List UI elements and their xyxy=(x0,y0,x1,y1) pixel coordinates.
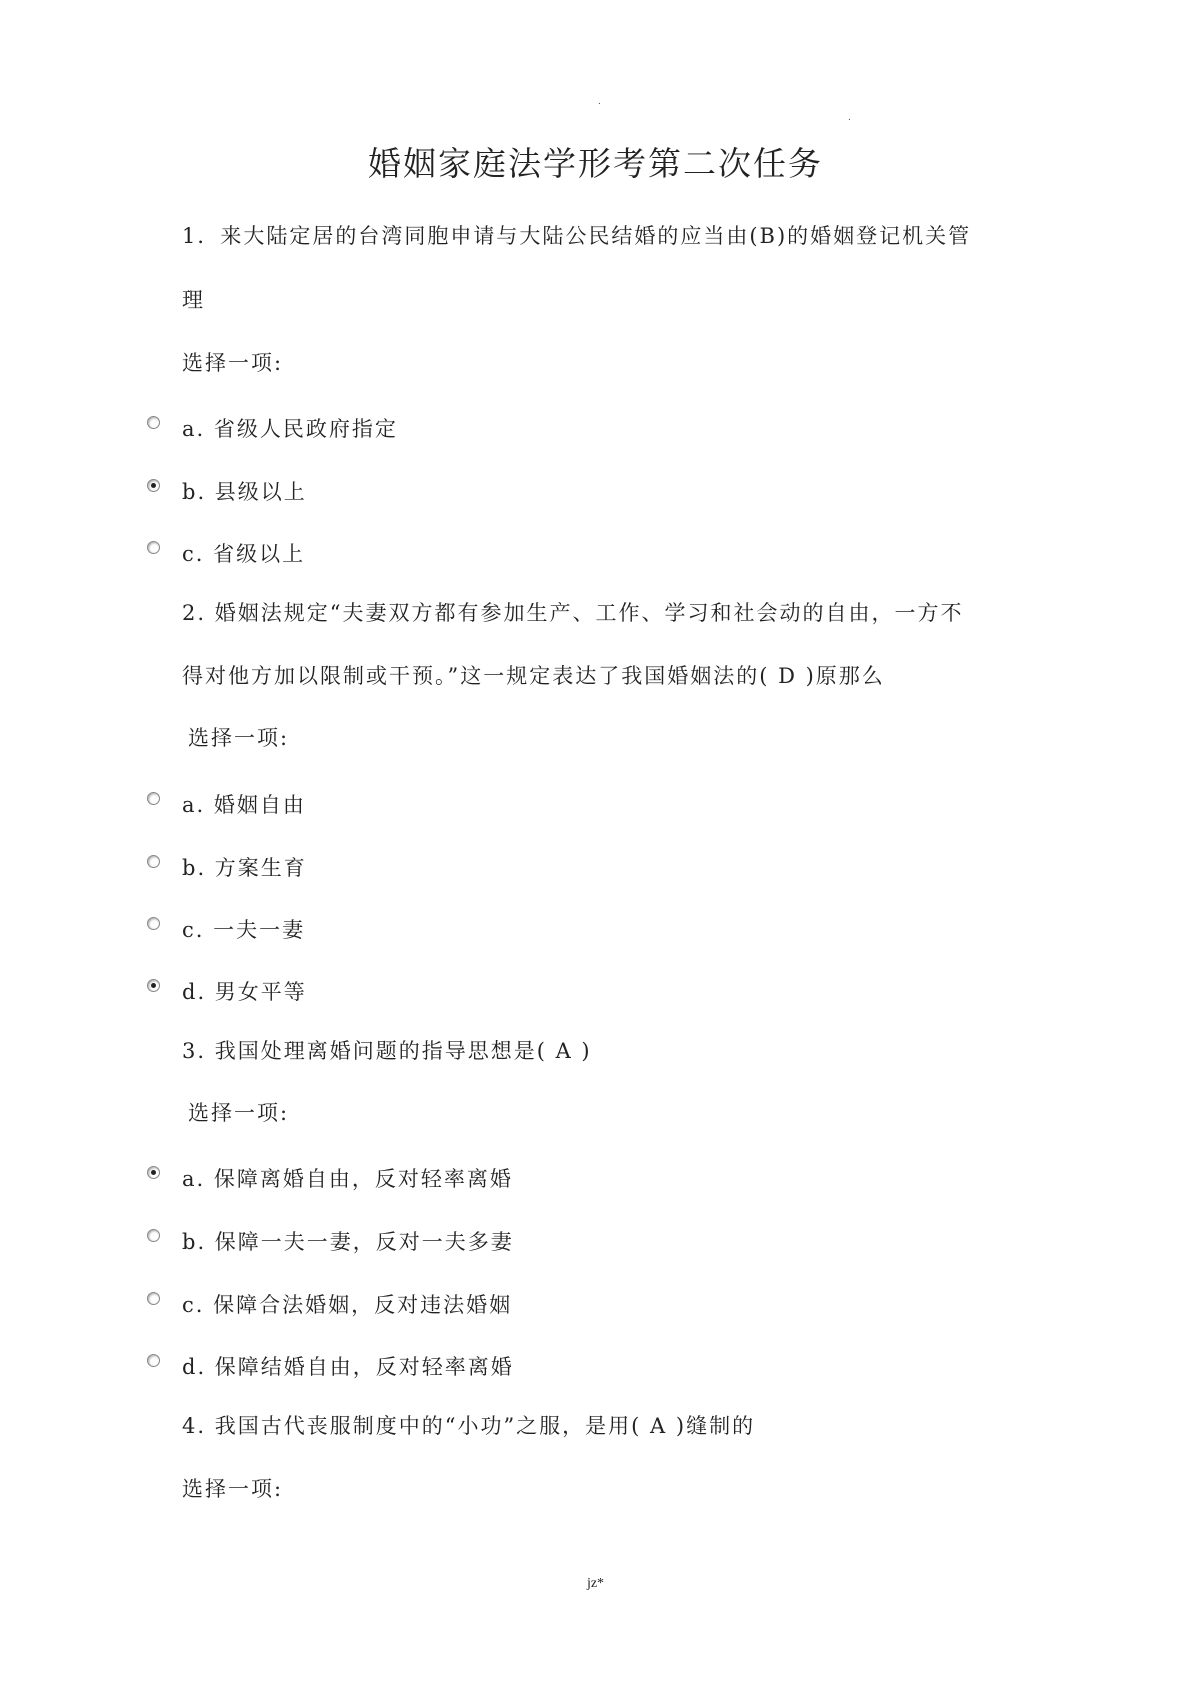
q2-option-d-radio[interactable] xyxy=(147,979,160,992)
q2-option-a-label: a. 婚姻自由 xyxy=(182,793,306,817)
header-dot-2: . xyxy=(848,112,851,123)
q2-option-b-label: b. 方案生育 xyxy=(182,856,307,880)
q3-option-c-label: c. 保障合法婚姻，反对违法婚姻 xyxy=(182,1293,513,1317)
q3-option-d-radio[interactable] xyxy=(147,1354,160,1367)
q1-option-c-radio[interactable] xyxy=(147,541,160,554)
q3-option-d-label: d. 保障结婚自由，反对轻率离婚 xyxy=(182,1355,514,1379)
page-footer: jz* xyxy=(586,1576,605,1591)
question-1-line-2: 理 xyxy=(182,288,205,312)
q2-option-d-label: d. 男女平等 xyxy=(182,980,307,1004)
question-1-line-1: 1．来大陆定居的台湾同胞申请与大陆公民结婚的应当由(B)的婚姻登记机关管 xyxy=(182,224,972,248)
q2-option-a-radio[interactable] xyxy=(147,792,160,805)
header-dot-1: . xyxy=(598,96,601,107)
q2-option-b-radio[interactable] xyxy=(147,855,160,868)
question-4-line-1: 4. 我国古代丧服制度中的“小功”之服，是用( A )缝制的 xyxy=(182,1414,756,1438)
q3-option-c-radio[interactable] xyxy=(147,1292,160,1305)
q2-option-c-radio[interactable] xyxy=(147,917,160,930)
question-2-line-1: 2. 婚姻法规定“夫妻双方都有参加生产、工作、学习和社会动的自由，一方不 xyxy=(182,601,964,625)
question-2-line-2: 得对他方加以限制或干预。”这一规定表达了我国婚姻法的( D )原那么 xyxy=(182,664,885,688)
question-3-line-1: 3. 我国处理离婚问题的指导思想是( A ) xyxy=(182,1039,592,1063)
q3-option-a-radio[interactable] xyxy=(147,1166,160,1179)
q1-option-b-radio[interactable] xyxy=(147,479,160,492)
q3-option-b-radio[interactable] xyxy=(147,1229,160,1242)
page-title: 婚姻家庭法学形考第二次任务 xyxy=(368,144,823,183)
q3-option-b-label: b. 保障一夫一妻，反对一夫多妻 xyxy=(182,1230,514,1254)
question-3-prompt: 选择一项: xyxy=(188,1101,290,1125)
q2-option-c-label: c. 一夫一妻 xyxy=(182,918,306,942)
q1-option-b-label: b. 县级以上 xyxy=(182,480,307,504)
q1-option-c-label: c. 省级以上 xyxy=(182,542,306,566)
question-4-prompt: 选择一项: xyxy=(182,1477,284,1501)
q3-option-a-label: a. 保障离婚自由，反对轻率离婚 xyxy=(182,1167,513,1191)
q1-option-a-radio[interactable] xyxy=(147,416,160,429)
question-1-prompt: 选择一项: xyxy=(182,351,284,375)
q1-option-a-label: a. 省级人民政府指定 xyxy=(182,417,398,441)
question-2-prompt: 选择一项: xyxy=(188,726,290,750)
